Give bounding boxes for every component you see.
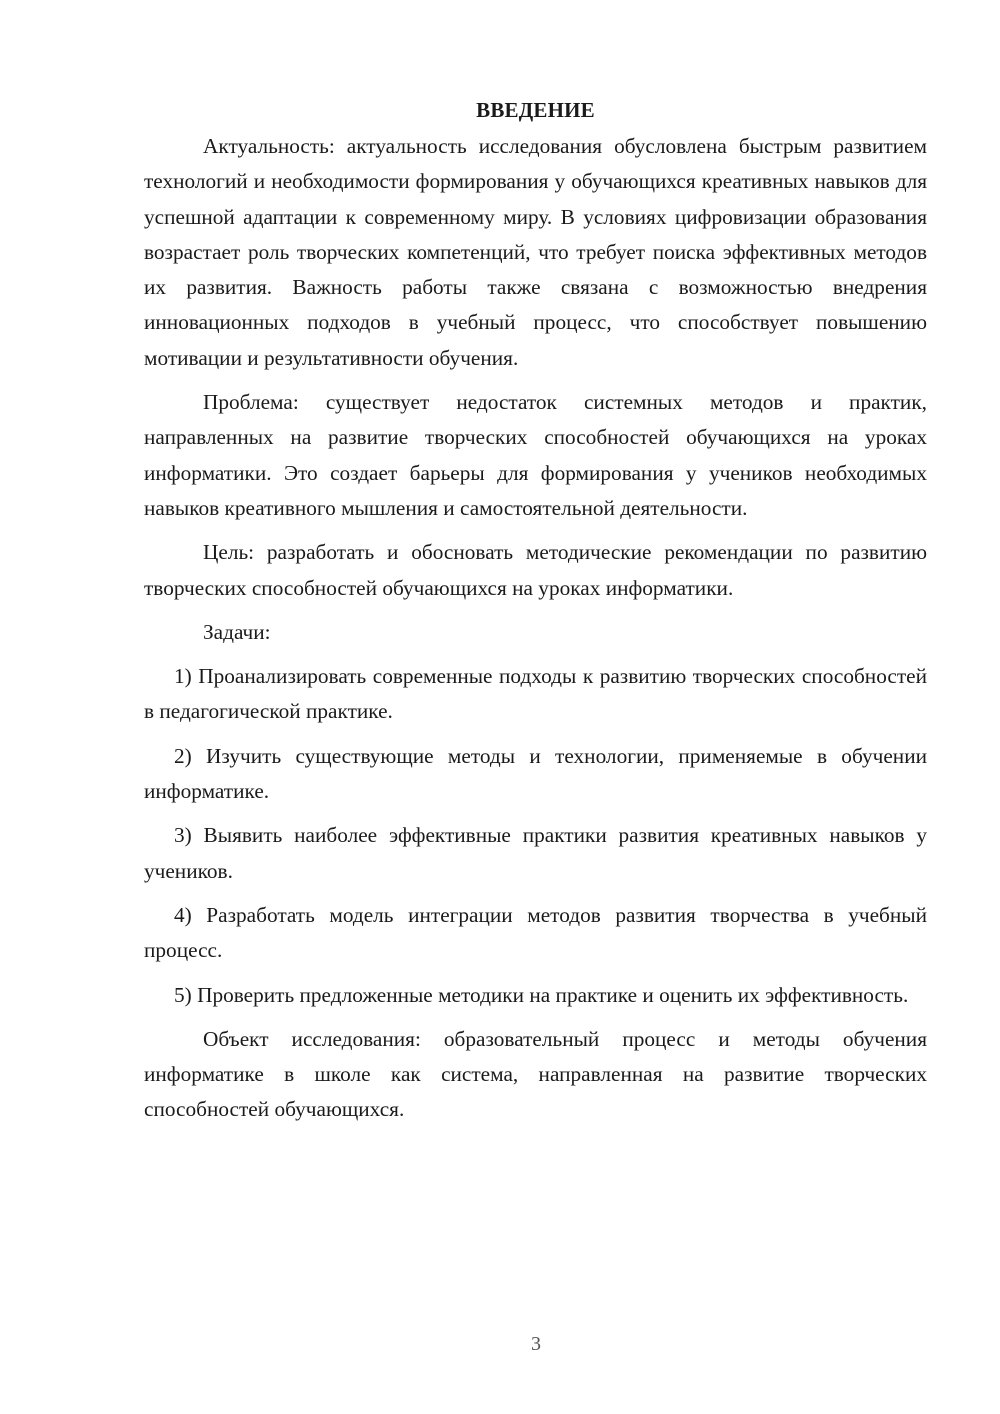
- task-item: 3) Выявить наиболее эффективные практики развития креативных навыков у учеников.: [144, 823, 927, 883]
- tasks-label: Задачи:: [203, 619, 271, 644]
- task-item: 5) Проверить предложенные методики на практике и оценить их эффективность.: [174, 982, 909, 1007]
- page-number: 3: [531, 1333, 541, 1355]
- relevance-paragraph: Актуальность: актуальность исследования обусловлена быстрым развитием технологий и необходимости формирования у обучающихся креативных навыков для успешной адаптации к современному миру. В условиях цифровизации образования возрастает роль творческих компетенций, что требует поиска эффективных методов их развития. Важность работы также связана с возможностью внедрения инновационных подходов в учебный процесс, что способствует повышению мотивации и результативности обучения.: [144, 134, 927, 370]
- task-item: 2) Изучить существующие методы и технологии, применяемые в обучении информатике.: [144, 743, 927, 804]
- tasks-list: [144, 659, 927, 1013]
- task-item: 4) Разработать модель интеграции методов развития творчества в учебный процесс.: [144, 902, 927, 963]
- problem-paragraph: Проблема: существует недостаток системных методов и практик, направленных на развитие творческих способностей обучающихся на уроках информатики. Это создает барьеры для формирования у учеников необходимых навыков креативного мышления и самостоятельной деятельности.: [144, 390, 927, 520]
- object-paragraph: Объект исследования: образовательный процесс и методы обучения информатике в школе как система, направленная на развитие творческих способностей обучающихся.: [144, 1026, 927, 1122]
- section-heading: ВВЕДЕНИЕ: [476, 98, 595, 122]
- document-page: [144, 93, 927, 1128]
- goal-paragraph: Цель: разработать и обосновать методические рекомендации по развитию творческих способностей обучающихся на уроках информатики.: [144, 540, 927, 600]
- task-item: 1) Проанализировать современные подходы к развитию творческих способностей в педагогической практике.: [144, 664, 927, 724]
